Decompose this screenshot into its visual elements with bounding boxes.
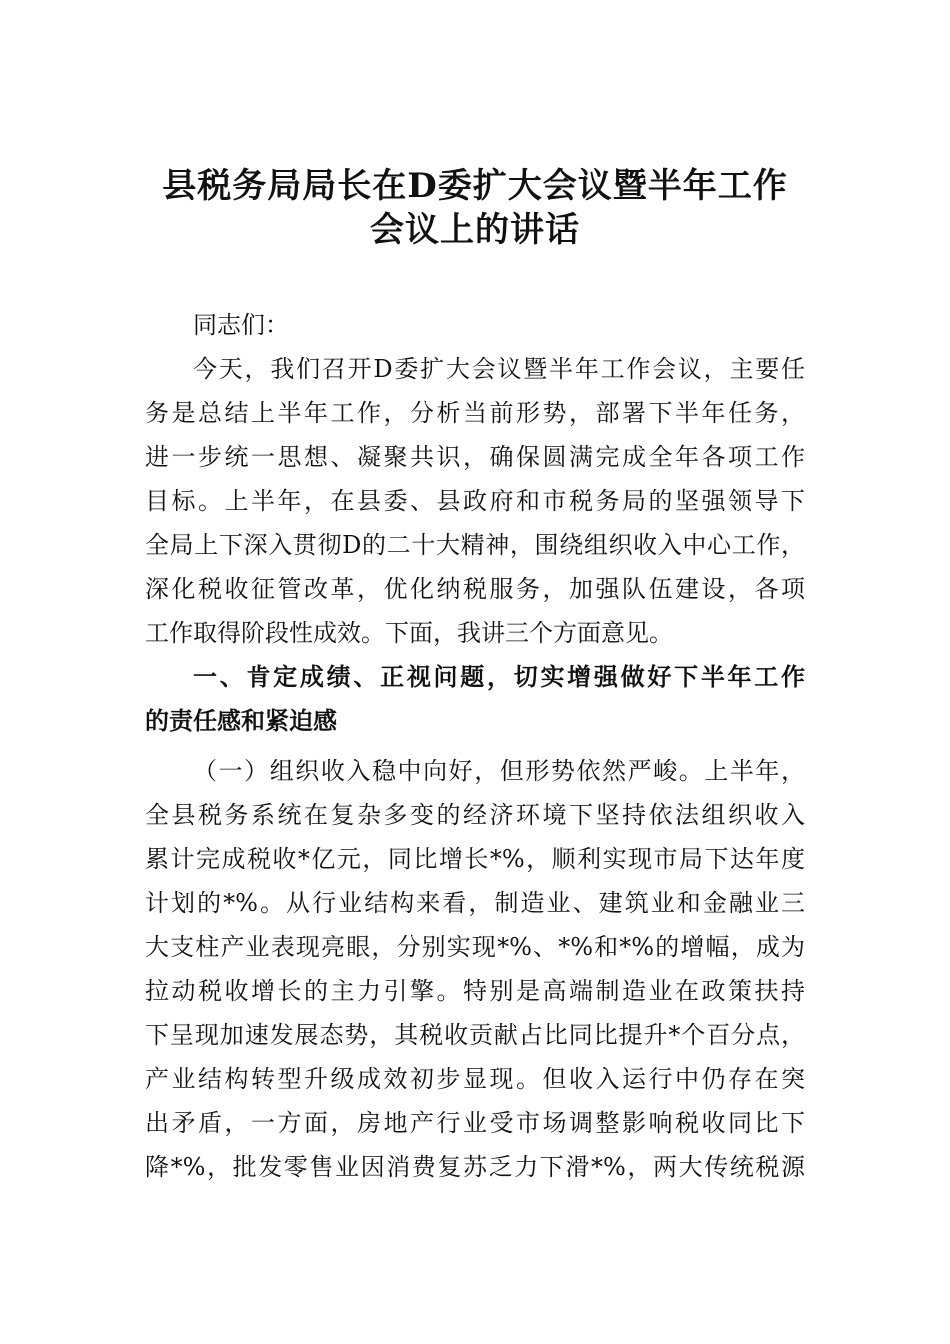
intro-line: 工作取得阶段性成效。下面，我讲三个方面意见。 — [145, 619, 673, 647]
intro-line: 深化税收征管改革，优化纳税服务，加强队伍建设，各项 — [145, 575, 805, 603]
body-line: 出矛盾，一方面，房地产行业受市场调整影响税收同比下 — [145, 1109, 805, 1137]
body-line: 大支柱产业表现亮眼，分别实现*%、*%和*%的增幅，成为 — [145, 933, 805, 961]
intro-line: 目标。上半年，在县委、县政府和市税务局的坚强领导下 — [145, 487, 805, 515]
body-line: 累计完成税收*亿元，同比增长*%，顺利实现市局下达年度 — [145, 845, 805, 873]
intro-line: 进一步统一思想、凝聚共识，确保圆满完成全年各项工作 — [145, 443, 805, 471]
section-heading-line: 的责任感和紧迫感 — [145, 707, 337, 735]
intro-line: 全局上下深入贯彻D的二十大精神，围绕组织收入中心工作， — [145, 531, 805, 559]
salutation: 同志们： — [193, 311, 289, 339]
body-line: 下呈现加速发展态势，其税收贡献占比同比提升*个百分点， — [145, 1021, 805, 1049]
intro-line: 务是总结上半年工作，分析当前形势，部署下半年任务， — [145, 399, 805, 427]
document-title-line-1: 县税务局局长在D委扩大会议暨半年工作 — [162, 166, 788, 206]
body-line: （一）组织收入稳中向好，但形势依然严峻。上半年， — [193, 757, 805, 785]
section-heading-line: 一、肯定成绩、正视问题，切实增强做好下半年工作 — [193, 663, 805, 691]
body-line: 拉动税收增长的主力引擎。特别是高端制造业在政策扶持 — [145, 977, 805, 1005]
body-line: 计划的*%。从行业结构来看，制造业、建筑业和金融业三 — [145, 889, 805, 917]
body-line: 全县税务系统在复杂多变的经济环境下坚持依法组织收入 — [145, 801, 805, 829]
body-line: 降*%，批发零售业因消费复苏乏力下滑*%，两大传统税源 — [145, 1153, 805, 1181]
document-title-line-2: 会议上的讲话 — [370, 210, 580, 250]
body-line: 产业结构转型升级成效初步显现。但收入运行中仍存在突 — [145, 1065, 805, 1093]
intro-line: 今天，我们召开D委扩大会议暨半年工作会议，主要任 — [193, 355, 805, 383]
